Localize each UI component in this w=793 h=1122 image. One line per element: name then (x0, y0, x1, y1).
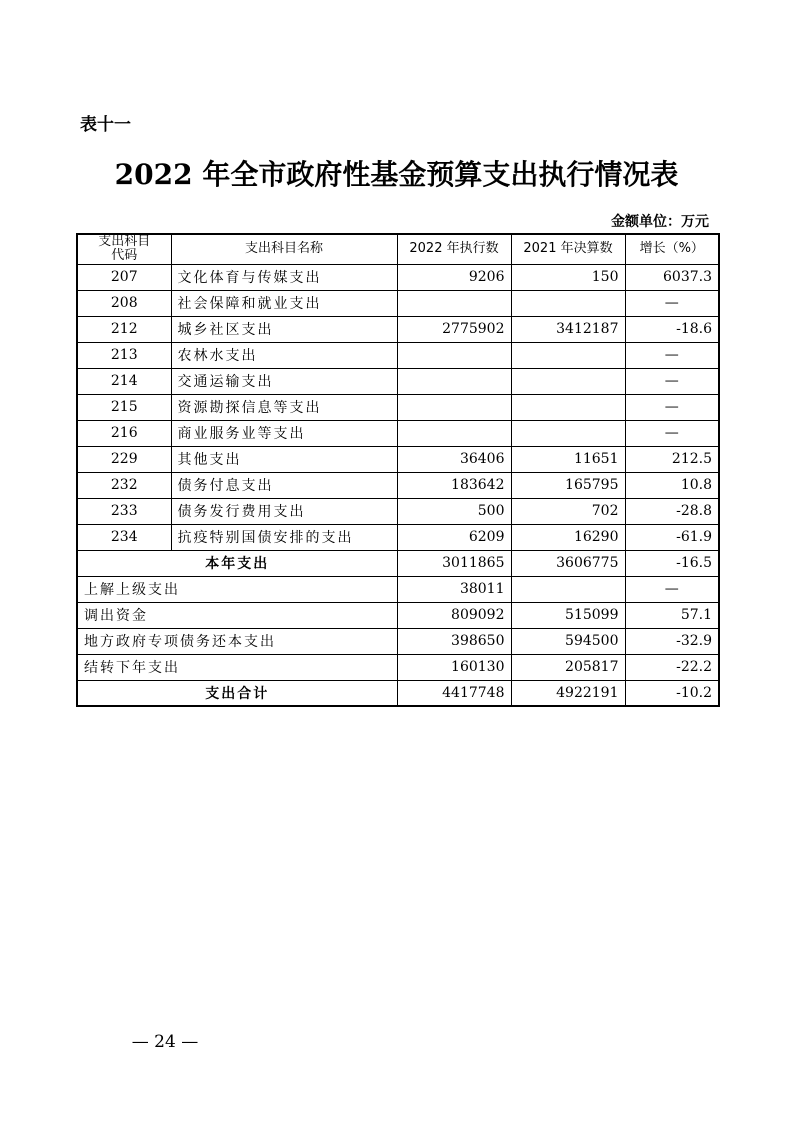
row-name: 资源勘探信息等支出 (171, 394, 397, 420)
header-code: 支出科目 代码 (77, 234, 171, 264)
row-value-2021: 3412187 (511, 316, 625, 342)
row-name: 债务付息支出 (171, 472, 397, 498)
subtotal-row (77, 550, 719, 576)
row-value-2022: 36406 (397, 446, 511, 472)
row-code: 233 (77, 498, 171, 524)
row-value-2022 (397, 394, 511, 420)
row-value-2021 (511, 394, 625, 420)
row-name: 抗疫特别国债安排的支出 (171, 524, 397, 550)
row-name: 结转下年支出 (77, 654, 397, 680)
table-row (77, 368, 719, 394)
table-row (77, 394, 719, 420)
row-growth: 212.5 (625, 446, 719, 472)
subtotal-growth: -16.5 (625, 550, 719, 576)
table-row (77, 316, 719, 342)
table-row (77, 472, 719, 498)
row-value-2021: 594500 (511, 628, 625, 654)
row-value-2022 (397, 290, 511, 316)
row-value-2021 (511, 420, 625, 446)
row-value-2021: 11651 (511, 446, 625, 472)
header-row (77, 234, 719, 264)
row-name: 城乡社区支出 (171, 316, 397, 342)
row-growth: — (625, 420, 719, 446)
row-value-2021: 702 (511, 498, 625, 524)
row-value-2021 (511, 290, 625, 316)
row-value-2021: 16290 (511, 524, 625, 550)
row-name: 上解上级支出 (77, 576, 397, 602)
row-value-2022: 2775902 (397, 316, 511, 342)
total-label: 支出合计 (77, 680, 397, 706)
row-name: 债务发行费用支出 (171, 498, 397, 524)
row-name: 社会保障和就业支出 (171, 290, 397, 316)
row-growth: -32.9 (625, 628, 719, 654)
page-title: 2022 年全市政府性基金预算支出执行情况表 (114, 158, 679, 191)
row-value-2021 (511, 576, 625, 602)
table-row (77, 264, 719, 290)
row-growth: — (625, 342, 719, 368)
expenditure-table (76, 233, 720, 707)
row-name: 农林水支出 (171, 342, 397, 368)
subtotal-2021: 3606775 (511, 550, 625, 576)
row-growth: — (625, 394, 719, 420)
header-growth: 增长（%） (625, 234, 719, 264)
table-row (77, 602, 719, 628)
row-growth: 6037.3 (625, 264, 719, 290)
row-value-2022: 6209 (397, 524, 511, 550)
row-value-2021: 205817 (511, 654, 625, 680)
row-name: 调出资金 (77, 602, 397, 628)
header-2022: 2022 年执行数 (397, 234, 511, 264)
row-value-2022: 160130 (397, 654, 511, 680)
row-growth: -22.2 (625, 654, 719, 680)
row-value-2021 (511, 368, 625, 394)
row-growth: — (625, 368, 719, 394)
table-row (77, 420, 719, 446)
table-row (77, 290, 719, 316)
row-name: 地方政府专项债务还本支出 (77, 628, 397, 654)
row-value-2022: 809092 (397, 602, 511, 628)
row-code: 232 (77, 472, 171, 498)
subtotal-2022: 3011865 (397, 550, 511, 576)
row-growth: 57.1 (625, 602, 719, 628)
row-growth: — (625, 290, 719, 316)
page-number: — 24 — (131, 1032, 199, 1052)
header-2021: 2021 年决算数 (511, 234, 625, 264)
row-code: 213 (77, 342, 171, 368)
row-name: 交通运输支出 (171, 368, 397, 394)
row-code: 212 (77, 316, 171, 342)
row-value-2022: 398650 (397, 628, 511, 654)
row-growth: — (625, 576, 719, 602)
row-value-2022: 9206 (397, 264, 511, 290)
row-name: 文化体育与传媒支出 (171, 264, 397, 290)
row-value-2022 (397, 368, 511, 394)
row-growth: 10.8 (625, 472, 719, 498)
row-value-2021: 165795 (511, 472, 625, 498)
row-code: 214 (77, 368, 171, 394)
row-growth: -61.9 (625, 524, 719, 550)
row-code: 229 (77, 446, 171, 472)
row-growth: -18.6 (625, 316, 719, 342)
row-value-2022 (397, 420, 511, 446)
row-code: 215 (77, 394, 171, 420)
table-row (77, 498, 719, 524)
total-2021: 4922191 (511, 680, 625, 706)
row-value-2022: 500 (397, 498, 511, 524)
table-row (77, 654, 719, 680)
row-name: 商业服务业等支出 (171, 420, 397, 446)
table-row (77, 446, 719, 472)
subtotal-label: 本年支出 (77, 550, 397, 576)
row-value-2021: 515099 (511, 602, 625, 628)
row-value-2022: 183642 (397, 472, 511, 498)
row-growth: -28.8 (625, 498, 719, 524)
row-code: 208 (77, 290, 171, 316)
table-row (77, 524, 719, 550)
total-2022: 4417748 (397, 680, 511, 706)
unit-note: 金额单位：万元 (611, 214, 709, 230)
row-name: 其他支出 (171, 446, 397, 472)
table-row (77, 342, 719, 368)
row-value-2022 (397, 342, 511, 368)
table-label: 表十一 (80, 115, 131, 135)
row-code: 207 (77, 264, 171, 290)
row-value-2021: 150 (511, 264, 625, 290)
row-code: 216 (77, 420, 171, 446)
row-value-2022: 38011 (397, 576, 511, 602)
header-name: 支出科目名称 (171, 234, 397, 264)
total-row (77, 680, 719, 706)
table-row (77, 628, 719, 654)
row-code: 234 (77, 524, 171, 550)
table-row (77, 576, 719, 602)
total-growth: -10.2 (625, 680, 719, 706)
row-value-2021 (511, 342, 625, 368)
